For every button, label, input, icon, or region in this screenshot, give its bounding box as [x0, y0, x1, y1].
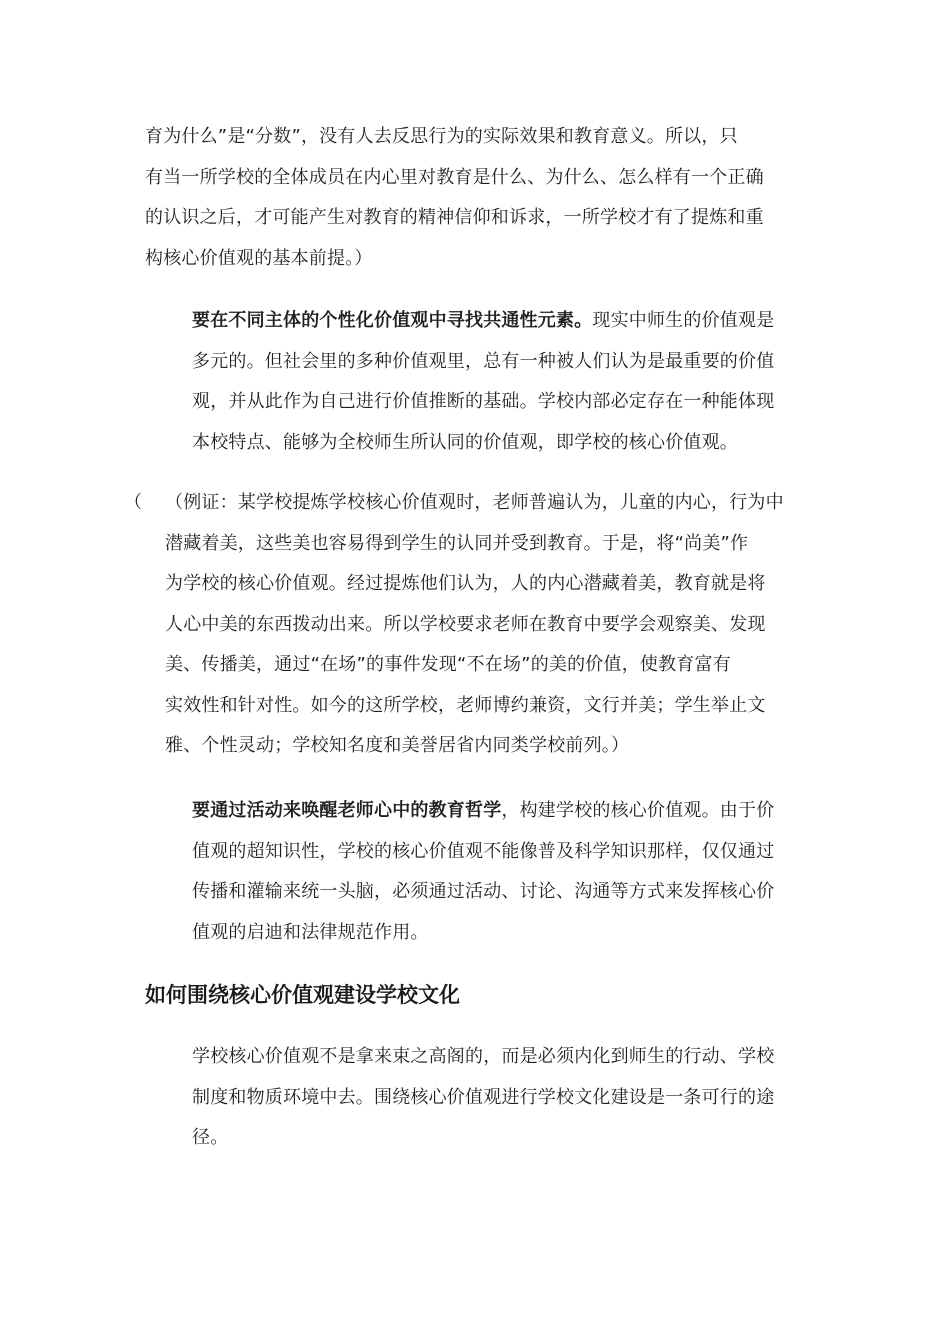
text-run: 现实中师生的价值观是 [592, 310, 775, 331]
stray-parenthesis: （ [124, 492, 142, 513]
text-line: 实效性和针对性。如今的这所学校，老师博约兼资，文行并美；学生举止文 [165, 694, 766, 716]
text-line: 径。 [192, 1127, 229, 1148]
text-line: 美、传播美，通过“在场”的事件发现“不在场”的美的价值，使教育富有 [165, 654, 731, 675]
text-run: ，构建学校的核心价值观。由于价 [501, 800, 775, 821]
text-line: 多元的。但社会里的多种价值观里，总有一种被人们认为是最重要的价值 [192, 350, 775, 372]
paragraph-conclusion [145, 117, 764, 279]
text-line [192, 301, 774, 342]
text-line: 构核心价值观的基本前提。） [145, 247, 373, 269]
text-line: 制度和物质环境中去。围绕核心价值观进行学校文化建设是一条可行的途 [192, 1086, 775, 1108]
text-line [192, 791, 774, 832]
text-line: 潜藏着美，这些美也容易得到学生的认同并受到教育。于是，将“尚美”作 [165, 532, 749, 554]
paragraph-culture-building [192, 1037, 774, 1159]
paragraph-common-elements [192, 301, 774, 463]
bold-lead: 要通过活动来唤醒老师心中的教育哲学 [192, 800, 502, 821]
text-line: （例证：某学校提炼学校核心价值观时，老师普遍认为，儿童的内心，行为中 [165, 492, 784, 513]
text-line: 的认识之后，才可能产生对教育的精神信仰和诉求，一所学校才有了提炼和重 [145, 207, 764, 228]
text-line: 育为什么”是“分数”，没有人去反思行为的实际效果和教育意义。所以，只 [145, 126, 738, 147]
section-heading: 如何围绕核心价值观建设学校文化 [145, 983, 460, 1007]
text-line: 雅、个性灵动；学校知名度和美誉居省内同类学校前列。） [165, 735, 630, 756]
text-line: 人心中美的东西拨动出来。所以学校要求老师在教育中要学会观察美、发现 [165, 613, 766, 635]
text-line: 值观的超知识性，学校的核心价值观不能像普及科学知识那样，仅仅通过 [192, 840, 775, 862]
bold-lead: 要在不同主体的个性化价值观中寻找共通性元素。 [192, 310, 593, 331]
text-line: 值观的启迪和法律规范作用。 [192, 921, 429, 943]
paragraph-activities [192, 791, 774, 953]
text-line: 有当一所学校的全体成员在内心里对教育是什么、为什么、怎么样有一个正确 [145, 166, 764, 188]
text-line: 学校核心价值观不是拿来束之高阁的，而是必须内化到师生的行动、学校 [192, 1046, 775, 1067]
text-line: 观，并从此作为自己进行价值推断的基础。学校内部必定存在一种能体现 [192, 391, 775, 412]
text-line: 本校特点、能够为全校师生所认同的价值观，即学校的核心价值观。 [192, 431, 738, 453]
paragraph-example [165, 483, 784, 767]
text-line: 传播和灌输来统一头脑，必须通过活动、讨论、沟通等方式来发挥核心价 [192, 881, 775, 902]
text-line: 为学校的核心价值观。经过提炼他们认为，人的内心潜藏着美，教育就是将 [165, 573, 766, 594]
